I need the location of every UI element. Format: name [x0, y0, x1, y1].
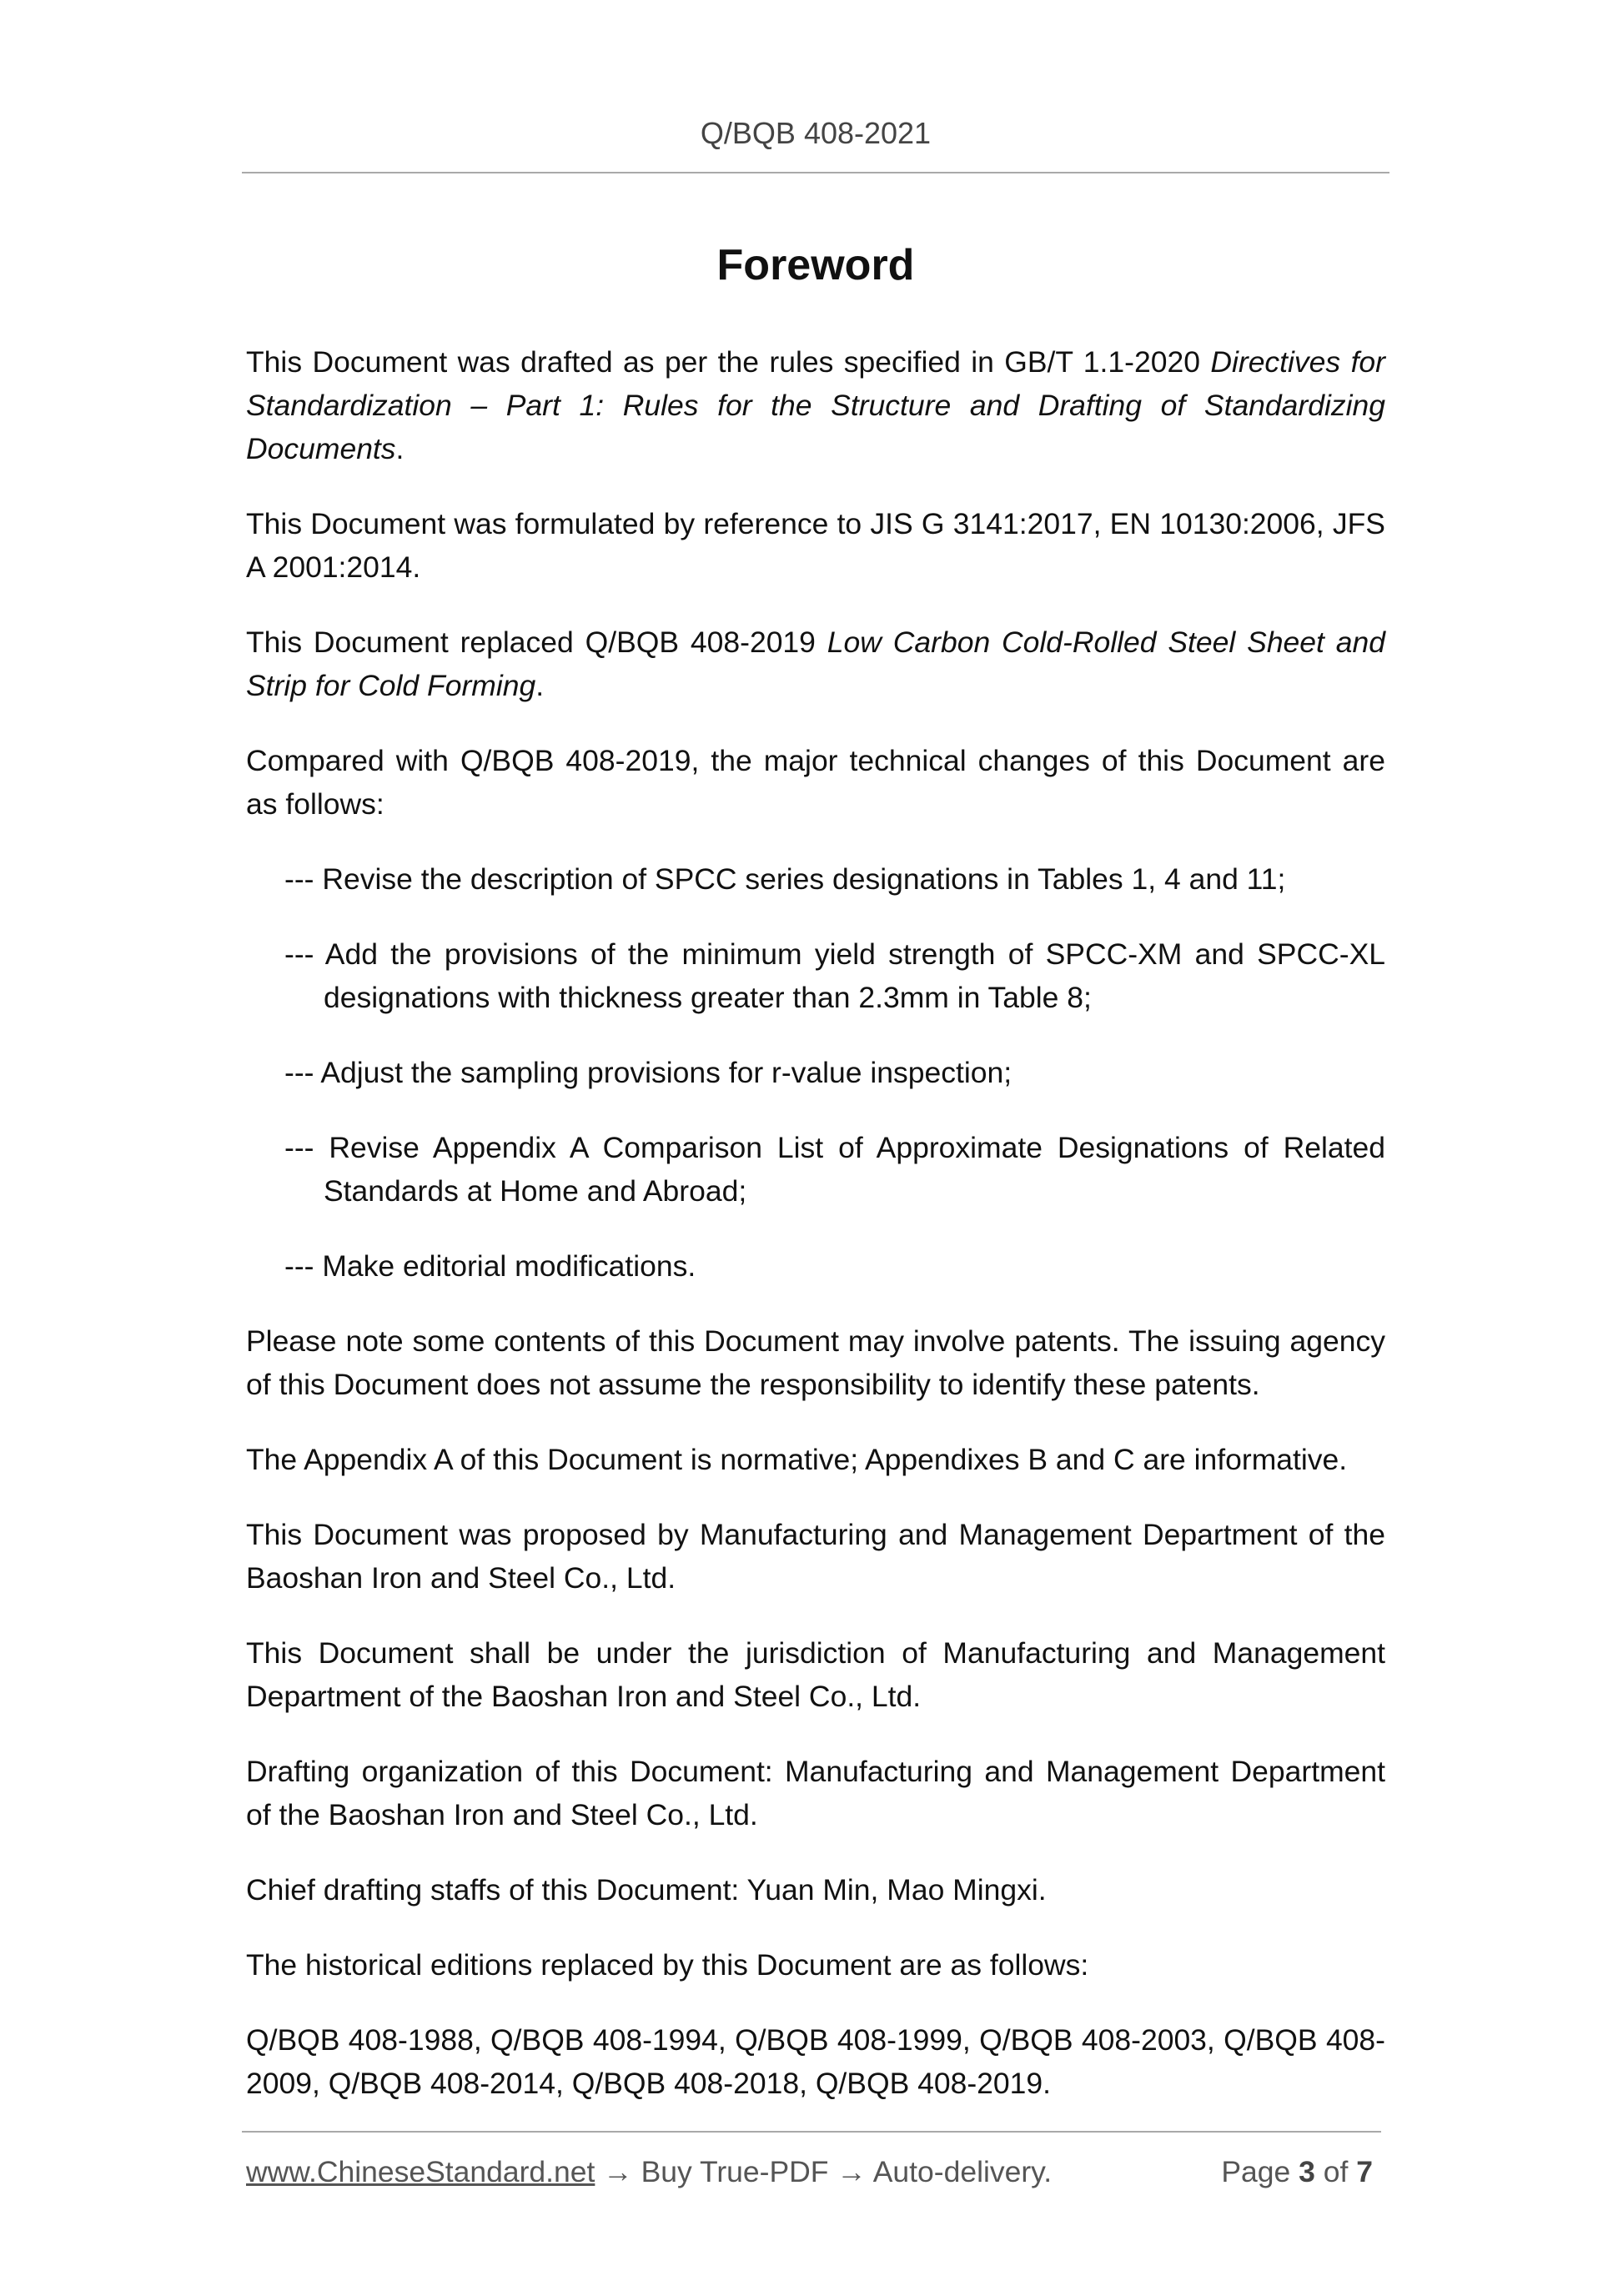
document-code-header: Q/BQB 408-2021	[700, 116, 932, 150]
paragraph-text: This Document was drafted as per the rules specified in GB/T 1.1-2020	[246, 345, 1211, 379]
paragraph-changes-intro: Compared with Q/BQB 408-2019, the major technical changes of this Document are as follows:	[246, 744, 1385, 821]
page-word: Page	[1221, 2155, 1291, 2188]
paragraph-text: .	[535, 669, 545, 702]
footer-divider	[242, 2131, 1381, 2133]
page-number	[1221, 2152, 1373, 2192]
paragraph-references: This Document was formulated by reference to JIS G 3141:2017, EN 10130:2006, JFS A 2001:2014.	[246, 507, 1385, 584]
list-item: --- Add the provisions of the minimum yield strength of SPCC-XM and SPCC-XL designations with thickness greater than 2.3mm in Table 8;	[284, 937, 1385, 1014]
list-item: --- Revise Appendix A Comparison List of Approximate Designations of Related Standards at Home and Abroad;	[284, 1131, 1385, 1208]
foreword-body	[246, 340, 1385, 2137]
paragraph-text: .	[395, 432, 404, 465]
footer-tagline: → Buy True-PDF → Auto-delivery.	[595, 2155, 1053, 2188]
italic-title: Directives for Standardization – Part 1: Rules for the Structure and Drafting of Standardizing Documents	[246, 345, 1385, 465]
of-word: of	[1323, 2155, 1349, 2188]
current-page-number: 3	[1299, 2155, 1315, 2188]
paragraph-text: This Document replaced Q/BQB 408-2019	[246, 625, 827, 659]
list-item: --- Make editorial modifications.	[284, 1249, 696, 1283]
page-title: Foreword	[716, 241, 915, 289]
paragraph-replaced	[246, 620, 1385, 707]
website-link[interactable]: www.ChineseStandard.net	[246, 2155, 595, 2188]
paragraph-historical-editions: Q/BQB 408-1988, Q/BQB 408-1994, Q/BQB 408-1999, Q/BQB 408-2003, Q/BQB 408-2009, Q/BQB 408-2014, Q/BQB 408-2018, Q/BQB 408-2019.	[246, 2023, 1385, 2100]
paragraph-historical-intro: The historical editions replaced by this Document are as follows:	[246, 1948, 1089, 1982]
paragraph-appendix: The Appendix A of this Document is normative; Appendixes B and C are informative.	[246, 1443, 1348, 1476]
header-divider	[242, 172, 1389, 173]
paragraph-drafting-organization: Drafting organization of this Document: Manufacturing and Management Department of the Baoshan Iron and Steel Co., Ltd.	[246, 1755, 1385, 1831]
total-page-count: 7	[1356, 2155, 1373, 2188]
list-item: --- Adjust the sampling provisions for r-value inspection;	[284, 1056, 1012, 1089]
paragraph-drafting-rules	[246, 340, 1385, 470]
paragraph-proposed-by: This Document was proposed by Manufacturing and Management Department of the Baoshan Iron and Steel Co., Ltd.	[246, 1518, 1385, 1595]
paragraph-drafting-staff: Chief drafting staffs of this Document: Yuan Min, Mao Mingxi.	[246, 1873, 1047, 1907]
list-item: --- Revise the description of SPCC series designations in Tables 1, 4 and 11;	[284, 862, 1286, 896]
paragraph-jurisdiction: This Document shall be under the jurisdiction of Manufacturing and Management Department of the Baoshan Iron and Steel Co., Ltd.	[246, 1636, 1385, 1713]
changes-list	[246, 857, 1385, 1288]
paragraph-patents: Please note some contents of this Document may involve patents. The issuing agency of this Document does not assume the responsibility to identify these patents.	[246, 1324, 1385, 1401]
italic-title: Low Carbon Cold-Rolled Steel Sheet and Strip for Cold Forming	[246, 625, 1385, 702]
footer-promo	[246, 2152, 1052, 2192]
